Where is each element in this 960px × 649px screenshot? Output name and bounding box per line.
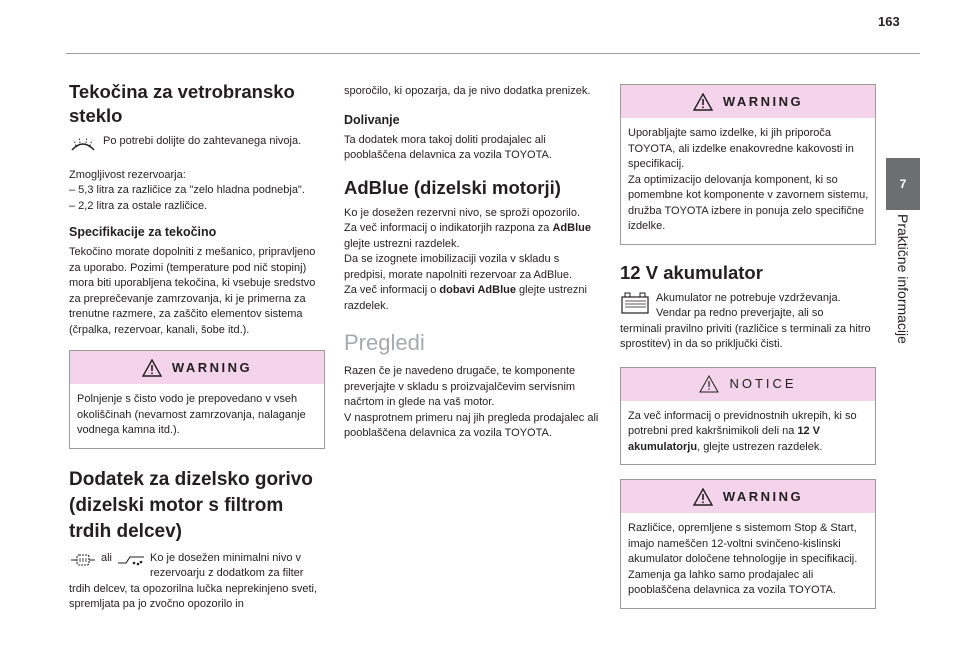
heading-topping-up: Dolivanje [344, 112, 400, 127]
fuel-filter-icon [69, 551, 97, 575]
notice-triangle-icon [699, 375, 719, 393]
adblue-text-4: Za več informacij o dobavi AdBlue glejte ustrezni razdelek. [344, 284, 587, 312]
warning-header [621, 85, 875, 118]
adblue-text-2: Za več informacij o indikatorjih razpona za AdBlue glejte ustrezni razdelek. [344, 222, 591, 250]
page-number: 163 [878, 14, 900, 29]
warning-label: WARNING [171, 359, 253, 375]
warning-triangle-icon [142, 359, 162, 377]
column-1 [69, 80, 325, 613]
adblue-text-3: Da se izognete imobilizaciji vozila v skladu s predpisi, morate napolniti rezervoar za AdBlue. [344, 253, 573, 281]
heading-checks: Pregledi [344, 330, 425, 355]
warning-products-text-1: Uporabljajte samo izdelke, ki jih priporoča TOYOTA, ali izdelke enakovredne kakovosti in specifikacij. [628, 127, 854, 170]
warning-box-battery [620, 479, 876, 609]
notice-header [621, 368, 875, 401]
battery-icon [620, 291, 650, 321]
capacity-title: Zmogljivost rezervoarja: [69, 168, 186, 181]
adblue-text-1: Ko je dosežen rezervni nivo, se sproži opozorilo. [344, 206, 581, 219]
battery-text-b: terminali pravilno priviti (različice s terminali za hitro sprostitev) in da so priključki čisti. [620, 322, 871, 350]
battery-text-a: Akumulator ne potrebuje vzdrževanja. Vendar pa redno preverjajte, ali so [656, 291, 841, 319]
particle-filter-icon [116, 551, 146, 575]
diesel-or: ali [101, 551, 113, 564]
chapter-title [886, 214, 920, 374]
notice-text: Za več informacij o previdnostnih ukrepih, ki so potrebni pred kakršnimikoli deli na 12 V akumulatorju, glejte ustrezen razdelek. [628, 409, 857, 453]
heading-battery: 12 V akumulator [620, 261, 763, 283]
warning-battery-text-1: Različice, opremljene s sistemom Stop & Start, imajo nameščen 12-voltni svinčeno-kislinski akumulator določene tehnologije in specifikacij. [628, 522, 858, 565]
diesel-text-b: trdih delcev, ta opozorilna lučka neprekinjeno sveti, spremljata pa jo zvočno opozorilo in [69, 582, 318, 610]
warning-triangle-icon [693, 488, 713, 506]
heading-diesel-additive: Dodatek za dizelsko gorivo (dizelski motor s filtrom trdih delcev) [69, 468, 313, 542]
warning-text: Polnjenje s čisto vodo je prepovedano v vseh okoliščinah (nevarnost zamrzovanja, nalaganje vodnega kamna itd.). [77, 393, 306, 436]
washer-fluid-icon [69, 134, 97, 160]
chapter-tab[interactable] [886, 158, 920, 210]
topping-up-text: Ta dodatek mora takoj doliti prodajalec ali pooblaščena delavnica za vozila TOYOTA. [344, 133, 552, 161]
warning-header [621, 480, 875, 513]
warning-label: WARNING [722, 488, 804, 504]
washer-note-text: Po potrebi dolijte do zahtevanega nivoja. [103, 135, 302, 147]
heading-adblue: AdBlue (dizelski motorji) [344, 176, 561, 198]
diesel-icons-row [69, 551, 325, 582]
column-3 [620, 80, 876, 621]
capacity-line-2: – 2,2 litra za ostale različice. [69, 199, 208, 212]
warning-battery-text-2: Zamenja ga lahko samo prodajalec ali pooblaščena delavnica za vozila TOYOTA. [628, 568, 836, 596]
checks-text-1: Razen če je navedeno drugače, te komponente preverjajte v skladu s proizvajalčevim servisnim načrtom in glede na vaš motor. [344, 365, 576, 408]
warning-box-products [620, 84, 876, 245]
heading-fluid-spec: Specifikacije za tekočino [69, 225, 217, 239]
heading-washer-fluid: Tekočina za vetrobransko steklo [69, 81, 295, 126]
diesel-continuation: sporočilo, ki opozarja, da je nivo dodatka prenizek. [344, 85, 591, 97]
battery-row [620, 291, 876, 322]
washer-note-row [69, 134, 325, 160]
capacity-line-1: – 5,3 litra za različice za "zelo hladna podnebja". [69, 184, 305, 196]
column-2 [344, 84, 600, 442]
warning-box-water [69, 350, 325, 449]
fluid-spec-text: Tekočino morate dopolniti z mešanico, pripravljeno za uporabo. Pozimi (temperature pod nič stopinj) mora biti uporabljena tekočina, ki vsebuje sredstvo za preprečevanje zamrzovanja, ki je primerna za trenutne razmere, za zaščito elementov sistema (črpalka, rezervoar, kanali, šobe itd.). [69, 246, 316, 336]
chapter-title-text: Praktične informacije [895, 214, 911, 344]
notice-label: NOTICE [729, 376, 797, 392]
diesel-text-a: Ko je dosežen minimalni nivo v rezervoarju z dodatkom za filter [150, 551, 304, 579]
header-rule [66, 53, 920, 54]
checks-text-2: V nasprotnem primeru naj jih pregleda prodajalec ali pooblaščena delavnica za vozila TOYOTA. [344, 411, 599, 439]
notice-box [620, 367, 876, 466]
warning-header [70, 351, 324, 384]
warning-label: WARNING [722, 93, 804, 109]
chapter-number: 7 [899, 177, 907, 191]
warning-triangle-icon [693, 93, 713, 111]
warning-products-text-2: Za optimizacijo delovanja komponent, ki so pomembne kot komponente v zavornem sistemu, družba TOYOTA izbere in ponuja zelo specifične izdelke. [628, 173, 869, 232]
